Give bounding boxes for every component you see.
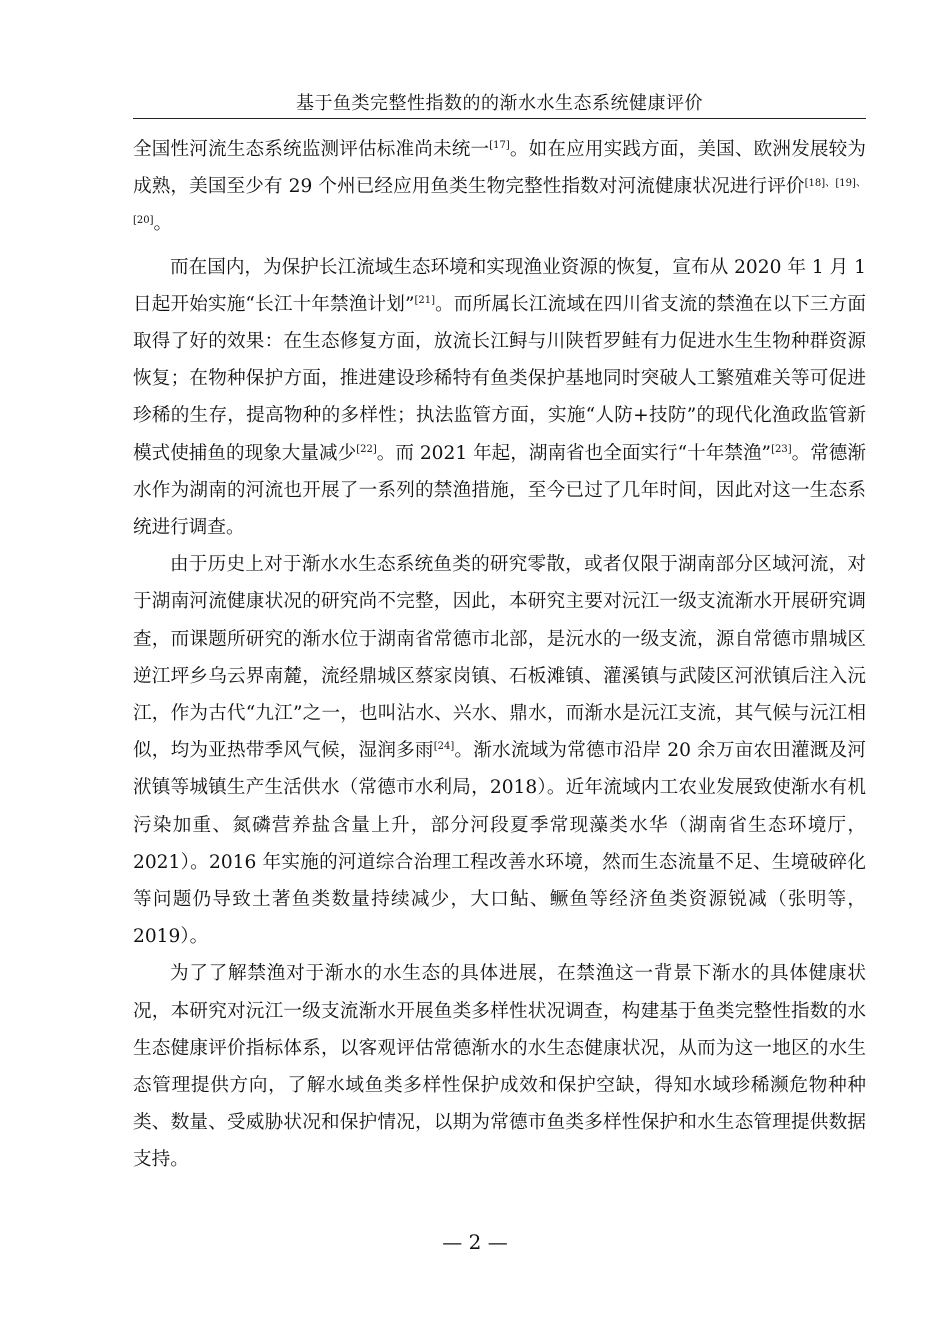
paragraph-4-text: 为了了解禁渔对于渐水的水生态的具体进展，在禁渔这一背景下渐水的具体健康状况，本研究对沅江一级支流渐水开展鱼类多样性状况调查，构建基于鱼类完整性指数的水生态健康评价指标体系，以客观评估常德渐水的水生态健康状况，从而为这一地区的水生态管理提供方向，了解水域鱼类多样性保护成效和保护空缺，得知水域珍稀濒危物种种类、数量、受威胁状况和保护情况，以期为常德市鱼类多样性保护和水生态管理提供数据支持。 [133, 963, 866, 1171]
paragraph-4 [133, 955, 866, 1178]
paragraph-3-text-a: 由于历史上对于渐水水生态系统鱼类的研究零散，或者仅限于湖南部分区域河流，对于湖南河流健康状况的研究尚不完整，因此，本研究主要对沅江一级支流渐水开展研究调查，而课题所研究的渐水位于湖南省常德市北部，是沅水的一级支流，源自常德市鼎城区逆江坪乡乌云界南麓，流经鼎城区蔡家岗镇、石板滩镇、灌溪镇与武陵区河洑镇后注入沅江，作为古代“九江”之一，也叫沾水、兴水、鼎水，而渐水是沅江支流，其气候与沅江相似，均为亚热带季风气候，湿润多雨 [133, 554, 866, 762]
paragraph-2 [133, 249, 866, 547]
paragraph-3-text-b: 。渐水流域为常德市沿岸 20 余万亩农田灌溉及河洑镇等城镇生产生活供水（常德市水利局，2018）。近年流域内工农业发展致使渐水有机污染加重、氮磷营养盐含量上升，部分河段夏季常现藻类水华（湖南省生态环境厅，2021）。2016 年实施的河道综合治理工程改善水环境，然而生态流量不足、生境破碎化等问题仍导致土著鱼类数量持续减少，大口鲇、鳜鱼等经济鱼类资源锐减（张明等，2019）。 [133, 740, 866, 948]
body-text [133, 131, 866, 1179]
citation-18-20: [18]、[19]、[20] [133, 178, 866, 227]
paragraph-1-text-a: 全国性河流生态系统监测评估标准尚未统一 [133, 139, 490, 160]
citation-23: [23] [771, 443, 792, 455]
paragraph-2-text-d: 。常德渐水作为湖南的河流也开展了一系列的禁渔措施，至今已过了几年时间，因此对这一生态系统进行调查。 [133, 442, 866, 539]
paragraph-2-text-c: 。而 2021 年起，湖南省也全面实行“十年禁渔” [376, 442, 772, 464]
paragraph-2-text-a: 而在国内，为保护长江流域生态环境和实现渔业资源的恢复，宣布从 2020 年 1 月 1 日起开始实施“长江十年禁渔计划” [133, 256, 866, 315]
citation-24: [24] [433, 741, 455, 753]
citation-22: [22] [356, 443, 377, 455]
citation-17: [17] [489, 140, 510, 151]
page-number: — 2 — [442, 1230, 508, 1254]
running-header: 基于鱼类完整性指数的的渐水水生态系统健康评价 [296, 93, 703, 114]
paragraph-1-text-c: 。 [153, 213, 173, 235]
header-rule [133, 118, 866, 119]
paragraph-3 [133, 546, 866, 955]
paragraph-2-text-b: 。而所属长江流域在四川省支流的禁渔在以下三方面取得了好的效果：在生态修复方面，放流长江鲟与川陕哲罗鲑有力促进水生生物种群资源恢复；在物种保护方面，推进建设珍稀特有鱼类保护基地同时突破人工繁殖难关等可促进珍稀的生存，提高物种的多样性；执法监管方面，实施“人防+技防”的现代化渔政监管新模式使捕鱼的现象大量减少 [133, 293, 866, 464]
paragraph-1 [133, 131, 866, 243]
paragraph-1-text-b: 。如在应用实践方面，美国、欧洲发展较为成熟，美国至少有 29 个州已经应用鱼类生物完整性指数对河流健康状况进行评价 [133, 139, 866, 198]
citation-21: [21] [414, 294, 436, 306]
